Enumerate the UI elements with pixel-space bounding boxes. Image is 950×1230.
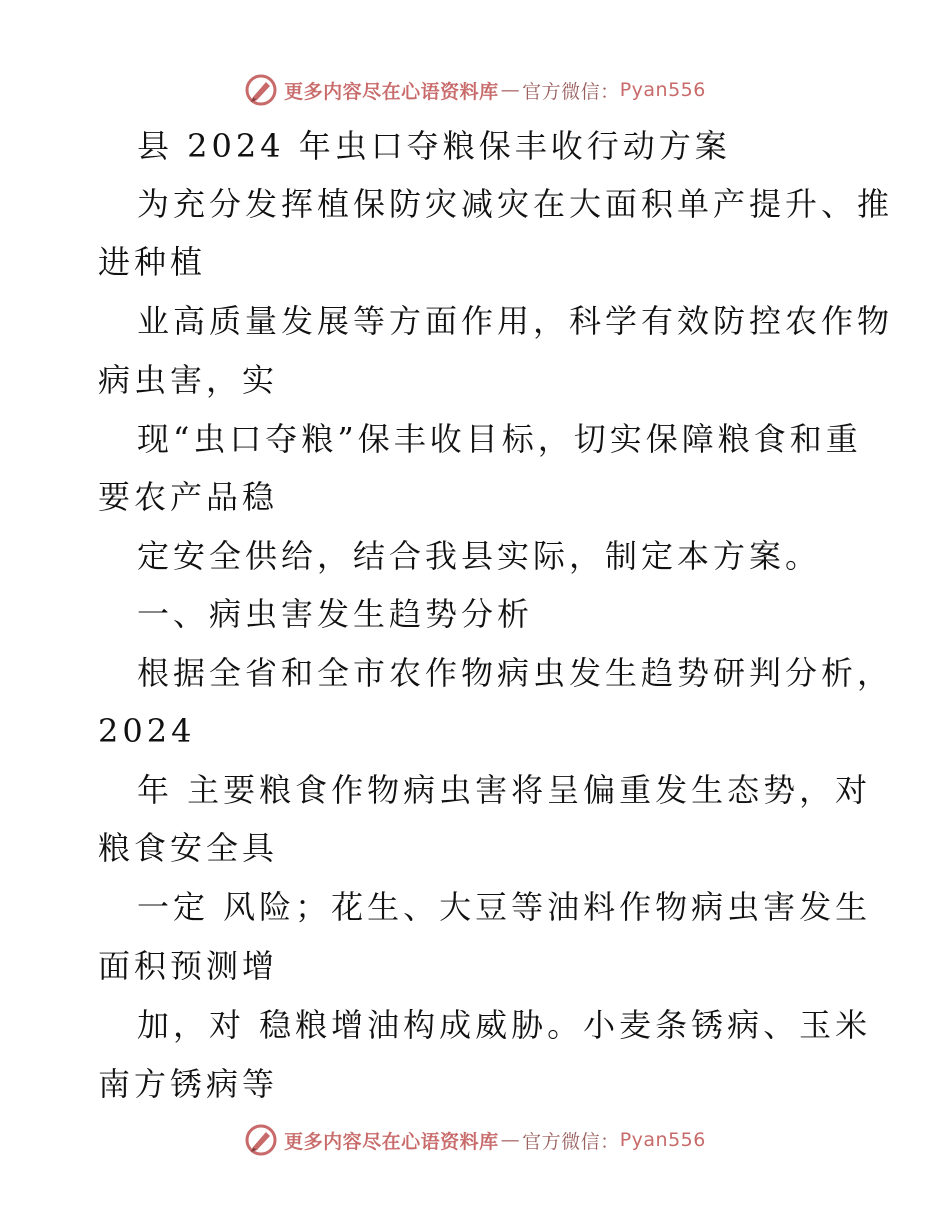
watermark-banner-top <box>0 72 950 108</box>
paragraph-line: 定安全供给，结合我县实际，制定本方案。 <box>137 537 822 575</box>
paragraph-line: 面积预测增 <box>98 947 279 985</box>
paragraph-line: 南方锈病等 <box>98 1065 279 1103</box>
watermark-site-text: 更多内容尽在心语资料库 <box>284 80 499 103</box>
paragraph-line: 进种植 <box>98 243 207 281</box>
paragraph-line: 粮食安全具 <box>98 829 279 867</box>
paragraph-line: 加，对 稳粮增油构成威胁。小麦条锈病、玉米 <box>137 1006 872 1044</box>
paragraph-line: 为充分发挥植保防灾减灾在大面积单产提升、推 <box>137 185 894 223</box>
paragraph-line: 病虫害，实 <box>98 361 279 399</box>
watermark-wechat-id: Pyan556 <box>619 79 706 101</box>
paragraph-line: 2024 <box>98 712 196 750</box>
pen-logo-icon <box>244 1123 278 1157</box>
section-heading: 一、病虫害发生趋势分析 <box>137 595 534 633</box>
pen-logo-icon <box>244 73 278 107</box>
document-title: 县 2024 年虫口夺粮保丰收行动方案 <box>137 127 731 165</box>
watermark-wechat-label: 官方微信： <box>522 1130 620 1153</box>
watermark-wechat-id: Pyan556 <box>619 1129 706 1151</box>
paragraph-line: 一定 风险；花生、大豆等油料作物病虫害发生 <box>137 888 872 926</box>
watermark-site-text: 更多内容尽在心语资料库 <box>284 1130 499 1153</box>
watermark-banner-bottom <box>0 1122 950 1158</box>
paragraph-line: 业高质量发展等方面作用，科学有效防控农作物 <box>137 302 894 340</box>
paragraph-line: 现“虫口夺粮”保丰收目标，切实保障粮食和重 <box>137 420 862 458</box>
watermark-separator: — <box>500 1129 521 1151</box>
watermark-wechat-label: 官方微信： <box>522 80 620 103</box>
paragraph-line: 根据全省和全市农作物病虫发生趋势研判分析， <box>137 654 894 692</box>
paragraph-line: 年 主要粮食作物病虫害将呈偏重发生态势，对 <box>137 771 872 809</box>
watermark-separator: — <box>500 79 521 101</box>
paragraph-line: 要农产品稳 <box>98 478 279 516</box>
